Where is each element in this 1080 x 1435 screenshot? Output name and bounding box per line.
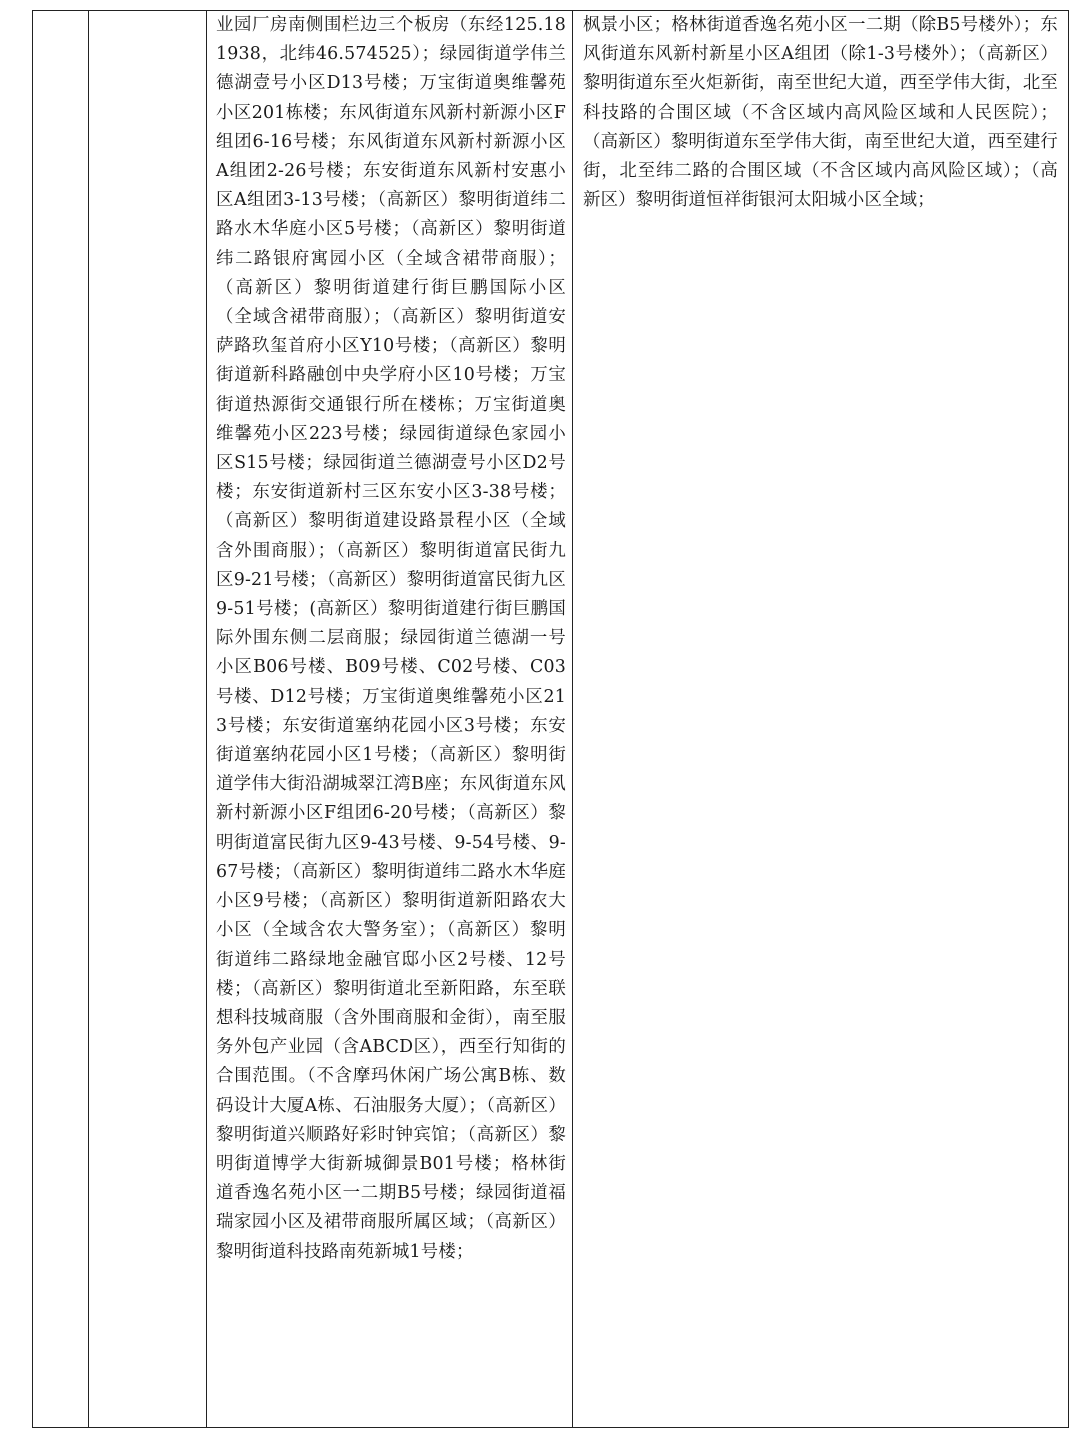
table-cell-medium-risk-areas [207,11,573,1428]
table-cell-region [89,11,207,1428]
medium-risk-area-list: 业园厂房南侧围栏边三个板房（东经125.181938，北纬46.574525）；绿园街道学伟兰德湖壹号小区D13号楼；万宝街道奥维馨苑小区201栋楼；东风街道东风新村新源小区F组团6-16号楼；东风街道东风新村新源小区A组团2-26号楼；东安街道东风新村安惠小区A组团3-13号楼；（高新区）黎明街道纬二路水木华庭小区5号楼；（高新区）黎明街道纬二路银府寓园小区（全域含裙带商服）；（高新区）黎明街道建行街巨鹏国际小区（全域含裙带商服）；（高新区）黎明街道安萨路玖玺首府小区Y10号楼；（高新区）黎明街道新科路融创中央学府小区10号楼；万宝街道热源街交通银行所在楼栋；万宝街道奥维馨苑小区223号楼；绿园街道绿色家园小区S15号楼；绿园街道兰德湖壹号小区D2号楼；东安街道新村三区东安小区3-38号楼；（高新区）黎明街道建设路景程小区（全域含外围商服）；（高新区）黎明街道富民街九区9-21号楼；（高新区）黎明街道富民街九区9-51号楼；(高新区）黎明街道建行街巨鹏国际外围东侧二层商服；绿园街道兰德湖一号小区B06号楼、B09号楼、C02号楼、C03号楼、D12号楼；万宝街道奥维馨苑小区213号楼；东安街道塞纳花园小区3号楼；东安街道塞纳花园小区1号楼；（高新区）黎明街道学伟大街沿湖城翠江湾B座；东风街道东风新村新源小区F组团6-20号楼；（高新区）黎明街道富民街九区9-43号楼、9-54号楼、9-67号楼；（高新区）黎明街道纬二路水木华庭小区9号楼；（高新区）黎明街道新阳路农大小区（全域含农大警务室）；（高新区）黎明街道纬二路绿地金融官邸小区2号楼、12号楼；（高新区）黎明街道北至新阳路，东至联想科技城商服（含外围商服和金街），南至服务外包产业园（含ABCD区），西至行知街的合围范围。（不含摩玛休闲广场公寓B栋、数码设计大厦A栋、石油服务大厦）；（高新区）黎明街道兴顺路好彩时钟宾馆；（高新区）黎明街道博学大街新城御景B01号楼；格林街道香逸名苑小区一二期B5号楼；绿园街道福瑞家园小区及裙带商服所属区域；（高新区）黎明街道科技路南苑新城1号楼； [216,15,566,1262]
risk-area-table [32,10,1069,1428]
table-cell-index [33,11,89,1428]
table-row [33,11,1069,1428]
table-cell-low-risk-areas [573,11,1069,1428]
low-risk-area-list: 枫景小区；格林街道香逸名苑小区一二期（除B5号楼外）；东风街道东风新村新星小区A组团（除1-3号楼外）；（高新区）黎明街道东至火炬新街，南至世纪大道，西至学伟大街，北至科技路的合围区域（不含区域内高风险区域和人民医院）；（高新区）黎明街道东至学伟大街，南至世纪大道，西至建行街，北至纬二路的合围区域（不含区域内高风险区域）；（高新区）黎明街道恒祥街银河太阳城小区全域； [583,15,1058,211]
